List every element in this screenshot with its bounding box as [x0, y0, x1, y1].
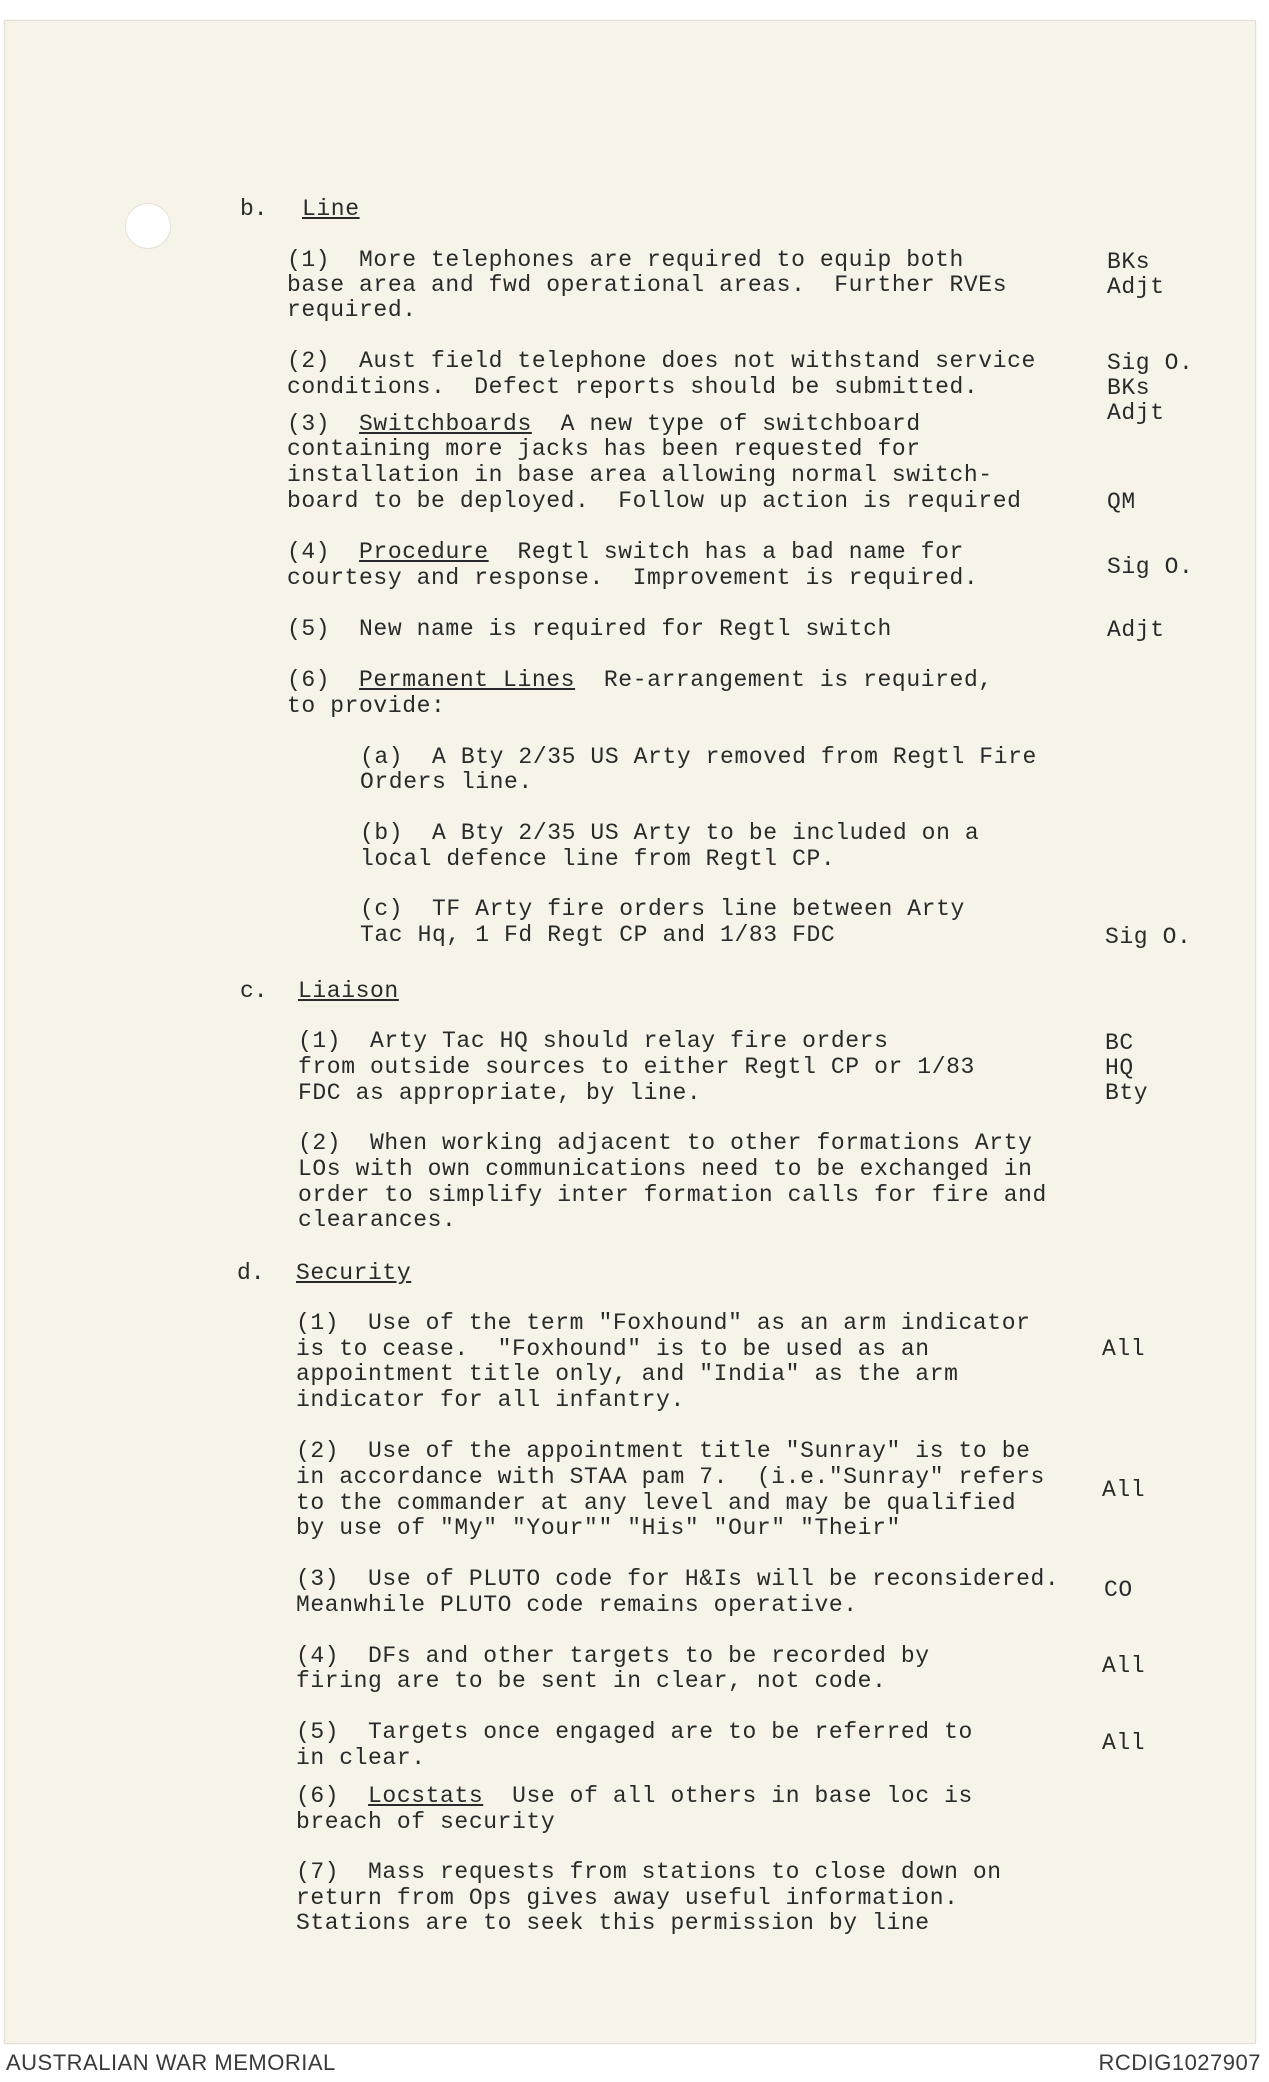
footer-document-id: RCDIG1027907 — [1098, 2050, 1261, 2075]
responsibility-b1: BKs Adjt — [1107, 249, 1165, 300]
section-title-security: Security — [296, 1260, 412, 1286]
item-b3-line-1 — [287, 412, 921, 437]
subitem-b-line-2: local defence line from Regtl CP. — [360, 846, 836, 872]
item-d5-line-2: in clear. — [296, 1745, 426, 1771]
item-b4-line-2: courtesy and response. Improvement is required. — [287, 565, 979, 591]
item-b3-heading: Switchboards — [359, 411, 532, 437]
responsibility-d4: All — [1102, 1653, 1146, 1679]
item-d3-line-2: Meanwhile PLUTO code remains operative. — [296, 1592, 858, 1618]
responsibility-b2: Sig O. BKs Adjt — [1107, 350, 1194, 426]
item-d1-line-2: is to cease. "Foxhound" is to be used as an — [296, 1336, 930, 1362]
item-d7-line-3: Stations are to seek this permission by line — [296, 1910, 930, 1936]
item-d6-line-1 — [296, 1784, 973, 1809]
item-b1-line-1: (1) More telephones are required to equip both — [287, 247, 964, 273]
item-d5-line-1: (5) Targets once engaged are to be referred to — [296, 1719, 973, 1745]
item-d4-line-2: firing are to be sent in clear, not code. — [296, 1668, 887, 1694]
subitem-c-line-2: Tac Hq, 1 Fd Regt CP and 1/83 FDC — [360, 922, 836, 948]
item-d1-line-3: appointment title only, and "India" as the arm — [296, 1361, 959, 1387]
item-b3-line-3: installation in base area allowing normal switch- — [287, 462, 993, 488]
responsibility-b6c: Sig O. — [1105, 924, 1192, 950]
item-d6-line-2: breach of security — [296, 1809, 556, 1835]
item-b4-label: (4) — [287, 539, 331, 565]
responsibility-d1: All — [1102, 1336, 1146, 1362]
item-d1-line-4: indicator for all infantry. — [296, 1387, 685, 1413]
subitem-b-line-1: (b) A Bty 2/35 US Arty to be included on a — [360, 820, 980, 846]
item-d3-line-1: (3) Use of PLUTO code for H&Is will be reconsidered. — [296, 1566, 1060, 1592]
section-title-liaison: Liaison — [298, 978, 399, 1004]
item-b6-line-1 — [287, 668, 993, 693]
item-d1-line-1: (1) Use of the term "Foxhound" as an arm indicator — [296, 1310, 1031, 1336]
footer-archive-name: AUSTRALIAN WAR MEMORIAL — [6, 2050, 336, 2075]
section-letter: c. — [240, 978, 268, 1004]
item-b6-label: (6) — [287, 667, 331, 693]
item-d2-line-2: in accordance with STAA pam 7. (i.e."Sunray" refers — [296, 1464, 1045, 1490]
subitem-a-line-1: (a) A Bty 2/35 US Arty removed from Regtl Fire — [360, 744, 1037, 770]
responsibility-b4: Sig O. — [1107, 554, 1194, 580]
item-b4-text: Regtl switch has a bad name for — [517, 539, 964, 565]
item-b1-line-3: required. — [287, 297, 417, 323]
responsibility-d3: CO — [1104, 1577, 1133, 1603]
item-b3-line-2: containing more jacks has been requested for — [287, 436, 921, 462]
subitem-c-line-1: (c) TF Arty fire orders line between Arty — [360, 896, 965, 922]
item-d6-label: (6) — [296, 1783, 340, 1809]
item-c2-line-3: order to simplify inter formation calls for fire and — [298, 1182, 1047, 1208]
item-b3-label: (3) — [287, 411, 331, 437]
item-d2-line-4: by use of "My" "Your"" "His" "Our" "Their" — [296, 1515, 901, 1541]
item-d4-line-1: (4) DFs and other targets to be recorded by — [296, 1643, 930, 1669]
item-b3-line-4: board to be deployed. Follow up action is required — [287, 488, 1022, 514]
responsibility-d2: All — [1102, 1477, 1146, 1503]
subitem-a-line-2: Orders line. — [360, 769, 533, 795]
item-c1-line-1: (1) Arty Tac HQ should relay fire orders — [298, 1028, 889, 1054]
section-letter: b. — [240, 196, 268, 222]
item-b4-line-1 — [287, 540, 964, 565]
item-b3-text: A new type of switchboard — [560, 411, 921, 437]
item-c2-line-1: (2) When working adjacent to other formations Arty — [298, 1130, 1033, 1156]
item-b6-heading: Permanent Lines — [359, 667, 576, 693]
item-b1-line-2: base area and fwd operational areas. Further RVEs — [287, 272, 1008, 298]
item-b4-heading: Procedure — [359, 539, 489, 565]
item-d2-line-1: (2) Use of the appointment title "Sunray" is to be — [296, 1438, 1031, 1464]
section-title-line: Line — [302, 196, 360, 222]
item-c2-line-4: clearances. — [298, 1207, 457, 1233]
responsibility-b3: QM — [1107, 489, 1136, 515]
item-d7-line-1: (7) Mass requests from stations to close down on — [296, 1859, 1002, 1885]
item-b6-line-2: to provide: — [287, 693, 446, 719]
item-c2-line-2: LOs with own communications need to be exchanged in — [298, 1156, 1033, 1182]
responsibility-b5: Adjt — [1107, 617, 1165, 643]
item-b5-line-1: (5) New name is required for Regtl switch — [287, 616, 892, 642]
item-b6-text: Re-arrangement is required, — [603, 667, 993, 693]
item-d6-heading: Locstats — [368, 1783, 484, 1809]
item-c1-line-3: FDC as appropriate, by line. — [298, 1080, 702, 1106]
responsibility-d5: All — [1102, 1730, 1146, 1756]
punch-hole — [125, 203, 171, 249]
responsibility-c1: BC HQ Bty — [1105, 1030, 1149, 1106]
item-c1-line-2: from outside sources to either Regtl CP or 1/83 — [298, 1054, 975, 1080]
item-b2-line-1: (2) Aust field telephone does not withstand service — [287, 348, 1036, 374]
section-letter: d. — [237, 1260, 265, 1286]
item-d7-line-2: return from Ops gives away useful information. — [296, 1885, 959, 1911]
item-d2-line-3: to the commander at any level and may be qualified — [296, 1490, 1017, 1516]
item-b2-line-2: conditions. Defect reports should be submitted. — [287, 374, 979, 400]
item-d6-text: Use of all others in base loc is — [512, 1783, 973, 1809]
